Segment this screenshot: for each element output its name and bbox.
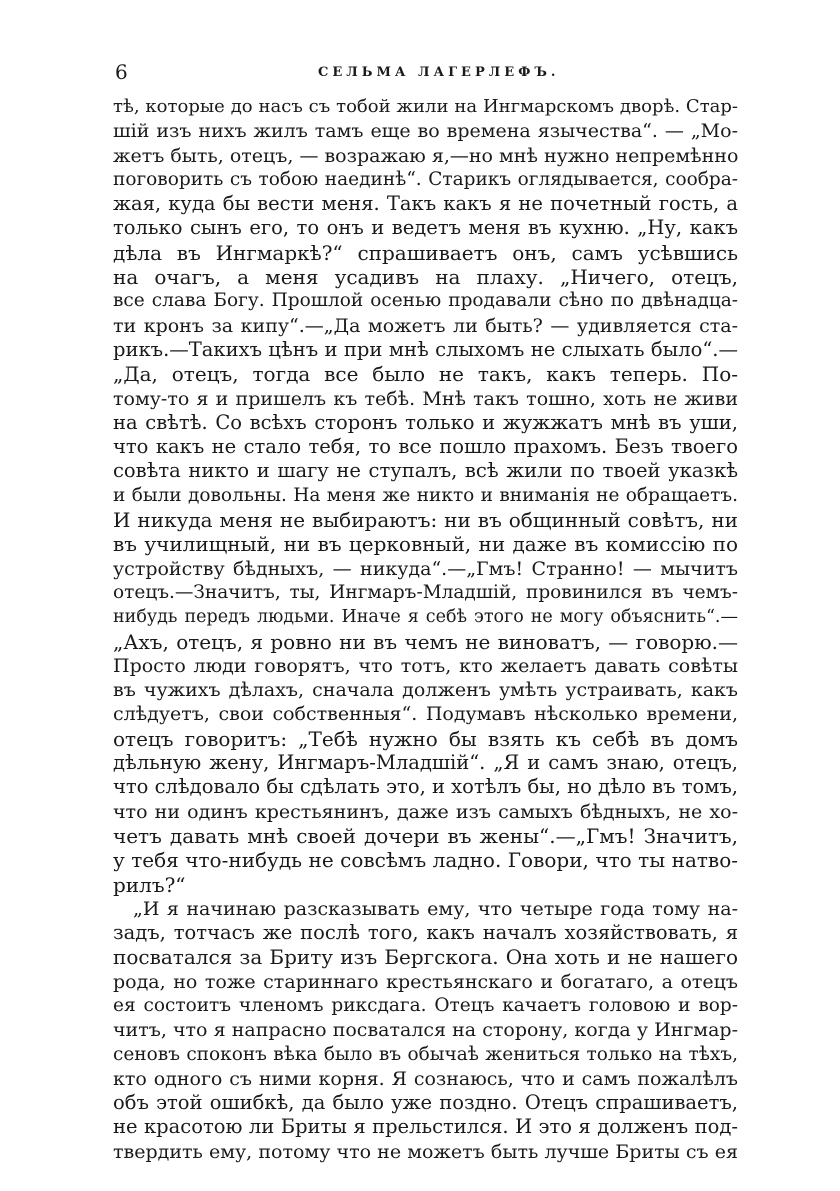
text-line: отецъ говоритъ: „Тебѣ нужно бы взять къ себѣ въ домъ	[113, 726, 738, 751]
text-line: въ училищный, ни въ церковный, ни даже въ комиссію по	[113, 532, 738, 557]
text-line: устройству бѣдныхъ, — никуда“.—„Гмъ! Странно! — мычитъ	[113, 557, 738, 580]
text-line: все слава Богу. Прошлой осенью продавали сѣно по двѣнадца-	[113, 290, 738, 312]
text-line: тому-то я и пришелъ къ тебѣ. Мнѣ такъ тошно, хоть не живи	[113, 387, 738, 410]
text-line: рода, но тоже стариннаго крестьянскаго и богатаго, а отецъ	[113, 970, 738, 993]
text-line: на очагъ, а меня усадивъ на плаху. „Ничего, отецъ,	[113, 265, 738, 290]
body-text	[113, 95, 738, 1164]
text-line: жая, куда бы вести меня. Такъ какъ я не почетный гость, а	[113, 192, 738, 216]
paragraph-start-line: „И я начинаю разсказывать ему, что четыре года тому на-	[133, 897, 738, 920]
text-line: у тебя что-нибудь не совсѣмъ ладно. Говори, что ты натво-	[113, 848, 738, 873]
text-line: „Ахъ, отецъ, я ровно ни въ чемъ не виноватъ, — говорю.—	[113, 629, 738, 654]
text-line: дѣла въ Ингмаркѣ?“ спрашиваетъ онъ, самъ усѣвшись	[113, 240, 738, 265]
text-line: четъ давать мнѣ своей дочери въ жены“.—„Гмъ! Значитъ,	[113, 823, 738, 848]
running-head: СЕЛЬМА ЛАГЕРЛЕФЪ.	[318, 65, 560, 80]
text-line: что ни одинъ крестьянинъ, даже изъ самыхъ бѣдныхъ, не хо-	[113, 800, 738, 823]
text-line: тѣ, которые до насъ съ тобой жили на Ингмарскомъ дворѣ. Стар-	[113, 96, 738, 117]
text-line: только сынъ его, то онъ и ведетъ меня въ кухню. „Ну, какъ	[113, 216, 738, 240]
text-line: сеновъ споконъ вѣка было въ обычаѣ жениться только на тѣхъ,	[113, 1043, 738, 1065]
paragraph-end-line: рилъ?“	[113, 872, 186, 897]
text-line: твердить ему, потому что не можетъ быть лучше Бриты съ ея	[113, 1140, 738, 1163]
text-line: рикъ.—Такихъ цѣнъ и при мнѣ слыхомъ не слыхать было“.—	[113, 337, 738, 361]
text-line: Просто люди говорятъ, что тотъ, кто желаетъ давать совѣты	[113, 654, 738, 677]
page-number: 6	[115, 60, 128, 84]
text-line: отецъ.—Значитъ, ты, Ингмаръ-Младшій, провинился въ чемъ-	[113, 581, 738, 603]
text-line: посватался за Бриту изъ Бергскога. Она хоть и не нашего	[113, 945, 738, 970]
text-line: кто одного съ ними корня. Я сознаюсь, что и самъ пожалѣлъ	[113, 1067, 738, 1090]
text-line: дѣльную жену, Ингмаръ-Младшій“. „Я и самъ знаю, отецъ,	[113, 751, 738, 775]
text-line: задъ, тотчасъ же послѣ того, какъ началъ хозяйствовать, я	[113, 921, 738, 945]
text-line: въ чужихъ дѣлахъ, сначала долженъ умѣть устраивать, какъ	[113, 679, 738, 702]
text-line: и были довольны. На меня же никто и вниманія не обращаетъ.	[113, 484, 738, 506]
text-line: читъ, что я напрасно посватался на сторону, когда у Ингмар-	[113, 1019, 738, 1042]
text-line: ти кронъ за кипу“.—„Да можетъ ли быть? — удивляется ста-	[113, 314, 738, 337]
text-line: объ этой ошибкѣ, да было уже поздно. Отецъ спрашиваетъ,	[113, 1091, 738, 1115]
text-line: на свѣтѣ. Со всѣхъ сторонъ только и жужжатъ мнѣ въ уши,	[113, 410, 738, 434]
text-line: совѣта никто и шагу не ступалъ, всѣ жили по твоей указкѣ	[113, 459, 738, 483]
text-line: что какъ не стало тебя, то все пошло прахомъ. Безъ твоего	[113, 435, 738, 459]
text-line: шій изъ нихъ жилъ тамъ еще во времена язычества“. — „Мо-	[113, 120, 738, 143]
text-line: „Да, отецъ, тогда все было не такъ, какъ теперь. По-	[113, 362, 738, 387]
text-line: слѣдуетъ, свои собственныя“. Подумавъ нѣсколько времени,	[113, 703, 738, 726]
text-line: поговорить съ тобою наединѣ“. Старикъ оглядывается, сообра-	[113, 168, 738, 190]
text-line: жетъ быть, отецъ, — возражаю я,—но мнѣ нужно непремѣнно	[113, 144, 738, 167]
text-line: что слѣдовало бы сдѣлать это, и хотѣлъ бы, но дѣло въ томъ,	[113, 775, 738, 799]
text-line: ея состоитъ членомъ риксдага. Отецъ качаетъ головою и вор-	[113, 994, 738, 1016]
text-line: нибудь передъ людьми. Иначе я себѣ этого не могу объяснить“.—	[113, 607, 738, 628]
text-line: И никуда меня не выбираютъ: ни въ общинный совѣтъ, ни	[113, 508, 738, 533]
text-line: не красотою ли Бриты я прельстился. И это я долженъ под-	[113, 1115, 738, 1139]
